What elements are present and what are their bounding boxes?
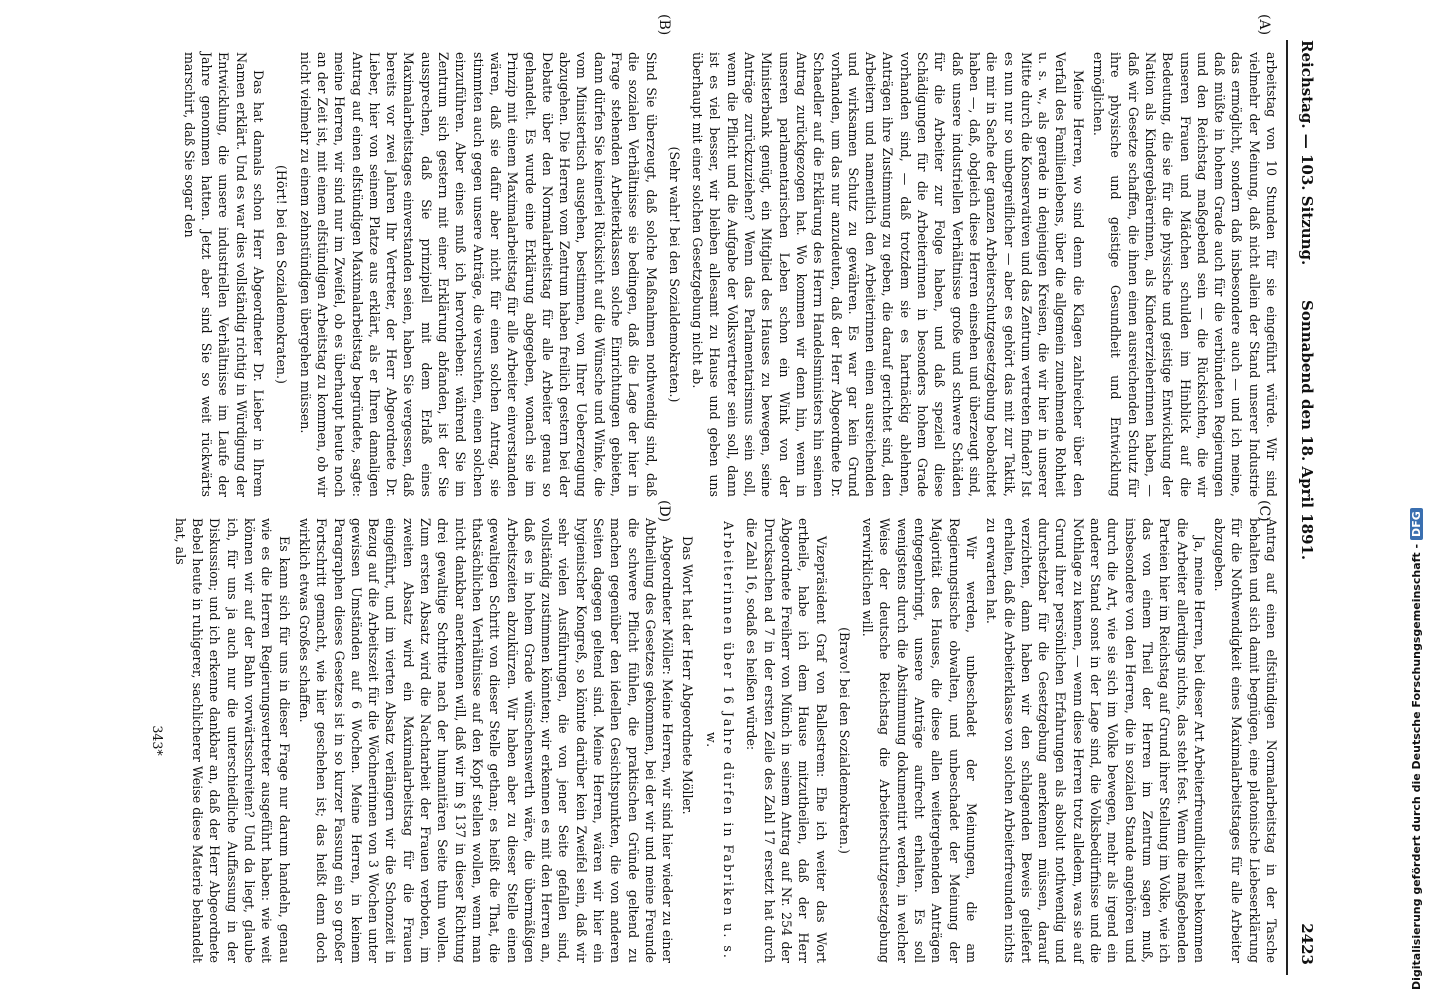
header-session: Reichstag. — 103. Sitzung.	[1298, 40, 1316, 266]
margin-letter-b: (B)	[656, 14, 672, 36]
paragraph: Es kann sich für uns in dieser Frage nur darum handeln, genau wie es die Herren Regierungsvertreter ausgeführt haben: wie weit können wir auf der Bahn vorwärtsschreiten? Und da liegt, glaube ich, für uns ja auch nur die unterschiedliche Auffassung in der Diskussion; und ich erkenne dankbar an, daß der Herr Abgeordnete Bebel heute in ruhigerer, sachlicherer Weise diese Materie behandelt hat, als	[172, 518, 292, 963]
paragraph: Das Wort hat der Herr Abgeordnete Möller.	[680, 536, 696, 815]
paragraph: Ja, meine Herren, bei dieser Art Arbeiterfreundlichkeit bekommen die Arbeiter allerdings nichts, das steht fest. Wenn die maßgebenden Parteien hier im Reichstag auf Grund ihrer Stellung im Volke, wie ich das von einem Theil der Herren im Zentrum sagen muß, insbesondere von den Herren, die in sozialen Stande angehören und durch die Art, wie sie sich im Volke bewegen, mehr als irgend ein anderer Stand sonst in der Lage sind, die Volksbedürfnisse und die Nothlage zu kennen, — wenn diese Herren trotz alledem, was sie auf Grund ihrer persönlichen Erfahrungen als absolut nothwendig und durchsetzbar für die Gesetzgebung anerkennen müssen, darauf verzichten, dann haben wir den schlagenden Beweis geliefert erhalten, daß die Arbeiterklasse von solchen Arbeiterfreunden nichts zu erwarten hat.	[984, 518, 1207, 963]
header-date: Sonnabend den 18. April 1891.	[1298, 300, 1316, 561]
margin-letter-d: (D)	[656, 500, 672, 523]
quoted-amendment: Arbeiterinnen über 16 Jahre dürfen in Fabriken u. s. w.	[703, 521, 737, 960]
left-column	[178, 52, 1280, 497]
digitization-credit	[1410, 508, 1423, 990]
paragraph: Sind Sie überzeugt, daß solche Maßnahmen nothwendig sind, daß die sozialen Verhältnisse sie bedingen, daß die Lage der hier in Frage stehenden Arbeiterklassen solche Einrichtungen gebieten, dann dürfen Sie keinerlei Rücksicht auf die Wünsche und Winke, die vom Ministertisch ausgehen, bestimmen, von Ihrer Ueberzeugung abzugehen. Die Herren vom Zentrum haben freilich gestern bei der Debatte über den Normalarbeitstag für alle Arbeiter genau so gehandelt. Es wurde eine Erklärung abgegeben, wonach sie im Prinzip mit einem Maximalarbeitstag für alle Arbeiter einverstanden wären, daß sie dafür aber nicht für einen solchen Antrag, sie stimmten auch gegen unsere Anträge, die versuchten, einen solchen einzuführen. Aber eines muß ich hervorheben: während Sie im Zentrum sich gestern mit einer Erklärung abfanden, ist der Sie aussprechen, daß Sie prinzipiell mit dem Erlaß eines Maximalarbeitstages einverstanden seien, haben Sie vergessen, daß bereits vor zwei Jahren Ihr Vertreter, der Herr Abgeordnete Dr. Lieber, hier von seinem Platze aus erklärt, als er Ihren damaligen Antrag auf einen elfstündigen Maximalarbeitstag begründete, sagte: meine Herren, wir sind nur im Zweifel, ob es überhaupt heute noch an der Zeit ist, mit einem elfstündigen Arbeitstag zu kommen, ob wir nicht vielmehr zu einem zehnstündigen übergehen müssen.	[297, 52, 659, 497]
paragraph: Wir werden, unbeschadet der Meinungen, die am Regierungstische obwalten, und unbeschadet der Meinung der Majorität des Hauses, die diese allen weitergehenden Anträgen entgegenbringt, unsere Anträge aufrecht erhalten. Es soll wenigstens durch die Abstimmung dokumentirt werden, in welcher Weise der deutsche Reichstag die Arbeiterschutzgesetzgebung verwirklichen will.	[860, 518, 979, 963]
margin-letter-a: (A)	[1256, 14, 1272, 36]
paragraph: Meine Herren, wo sind denn die Klagen zahlreicher über den Verfall des Familienlebens, über die allgemein zunehmende Rohheit u. s. w., als gerade in denjenigen Kreisen, die wir hier in unserer Mitte durch die Konservativen und das Zentrum vertreten finden? Ist es nun nur so unbegreiflicher — aber es gehört das mit zur Taktik, die mir in Sache der ganzen Arbeiterschutzgesetzgebung beobachtet haben —, daß, obgleich diese Herren einsehen und überzeugt sind, daß unsere industriellen Verhältnisse große und schwere Schäden für die Arbeiter zur Folge haben, und daß speziell diese Schädigungen für die Arbeiterinnen in besonders hohem Grade vorhanden sind, — daß trotzdem sie es hartnäckig ablehnen, Anträgen ihre Zustimmung zu geben, die darauf gerichtet sind, den Arbeitern und namentlich den Arbeiterinnen einen ausreichenden und wirksamen Schutz zu gewähren. Es war gar kein Grund vorhanden, um das nur anzudeuten, daß der Herr Abgeordnete Dr. Schaedler auf die Erklärung des Herrn Handelsministers hin seinen Antrag zurückgezogen hat. Wo kommen wir denn hin, wenn in unseren parlamentarischen Leben schon ein Wink von der Ministerbank genügt, ein Mitglied des Hauses zu bewegen, seine Anträge zurückzuziehen? Wenn das Parlamentarismus sein soll, wenn die Pflicht und die Aufgabe der Volksvertreter sein soll, dann ist es viel besser, wir bleiben allesamt zu Hause und geben uns überhaupt mit einer solchen Gesetzgebung nicht ab.	[690, 52, 1086, 497]
header-page-number: 2423	[1298, 923, 1316, 965]
interjection: (Hört! bei den Sozialdemokraten.)	[274, 165, 290, 384]
paragraph: arbeitstag von 10 Stunden für sie eingeführt würde. Wir sind vielmehr der Meinung, daß nicht allein der Stand unserer Industrie das ermöglicht, sondern daß insbesondere auch — und ich meine, daß müßte in hohem Grade auch für die verbündeten Regierungen und den Reichstag maßgebend sein — die Rücksichten, die wir unseren Frauen und Mädchen schulden im Hinblick auf die Bedeutung, die sie für die physische und geistige Entwicklung der Nation als Kindergebärerinnen, als Kindererzieherinnen haben, — daß wir Gesetze schaffen, die ihnen einen ausreichenden Schutz für ihre physische und geistige Gesundheit und Entwicklung ermöglichen.	[1091, 52, 1279, 497]
paragraph: Das hat damals schon Herr Abgeordneter Dr. Lieber in Ihrem Namen erklärt. Und es war dies vollständig richtig in Würdigung der Entwicklung, die unsere industriellen Verhältnisse im Laufe der Jahre genommen hatten. Jetzt aber sind Sie so weit rückwärts marschirt, daß Sie sogar den	[181, 52, 267, 497]
signature-mark: 343*	[149, 725, 165, 756]
credit-text: Digitalisierung gefördert durch die Deutsche Forschungsgemeinschaft -	[1410, 543, 1423, 990]
paragraph: Abgeordneter Möller: Meine Herren, wir sind hier wieder zu einer Abtheilung des Gesetzes gekommen, bei der wir und meine Freunde die schwere Pflicht fühlen, die praktischen Gründe geltend zu machen gegenüber den ideellen Gesichtspunkten, die von anderen Seiten dagegen geltend sind. Meine Herren, wären wir hier ein hygienischer Kongreß, so könnte darüber kein Zweifel sein, daß wir sehr vielen Ausführungen, die von jener Seite gefallen sind, vollständig zustimmen könnten; wir erkennen es mit den Herren an, daß es in hohem Grade wünschenswerth wäre, die übermäßigen Arbeitszeiten abzukürzen. Wir haben aber zu dieser Stelle einen gewaltigen Schritt von dieser Stelle gethan; es heißt die That, die thatsächlichen Verhältnisse auf den Kopf stellen wollen, wenn man nicht dankbar anerkennen will, daß wir im § 137 in dieser Richtung drei gewaltige Schritte nach der humanitären Seite thun wollen. Zum ersten Absatz wird die Nachtarbeit der Frauen verboten, im zweiten Absatz wird ein Maximalarbeitstag für die Frauen eingeführt, und im vierten Absatz verlängern wir die Schonzeit in Bezug auf die Arbeitszeit für die Wöchnerinnen von 3 Wochen unter gewissen Umständen auf 6 Wochen. Meine Herren, in keinem Paragraphen dieses Gesetzes ist in so kurzer Fassung ein so großer Fortschritt gemacht, wie hier geschehen ist; das heißt denn doch wirklich etwas Großes schaffen.	[296, 518, 676, 963]
paragraph: Vizepräsident Graf von Ballestrem: Ehe ich weiter das Wort ertheile, habe ich dem Hause mitzutheilen, daß der Herr Abgeordnete Freiherr von Münch in seinem Antrag auf Nr. 254 der Drucksachen ad 7 in der ersten Zeile des Zahl 17 ersetzt hat durch die Zahl 16, sodaß es heißen würde:	[744, 518, 829, 963]
interjection: (Sehr wahr! bei den Sozialdemokraten.)	[666, 146, 682, 403]
header-rule	[1286, 40, 1288, 975]
page-header	[1290, 40, 1322, 975]
margin-letter-c: (C)	[1256, 500, 1272, 522]
right-column	[142, 518, 1280, 963]
dfg-logo: DFG	[1410, 508, 1423, 540]
interjection: (Bravo! bei den Sozialdemokraten.)	[836, 627, 852, 854]
paragraph: Antrag auf einen elfstündigen Normalarbeitstag in der Tasche behalten und sich damit begnügen, eine platonische Liebeserklärung für die Nothwendigkeit eines Maximalarbeitstages für alle Arbeiter abzugeben.	[1212, 518, 1279, 963]
